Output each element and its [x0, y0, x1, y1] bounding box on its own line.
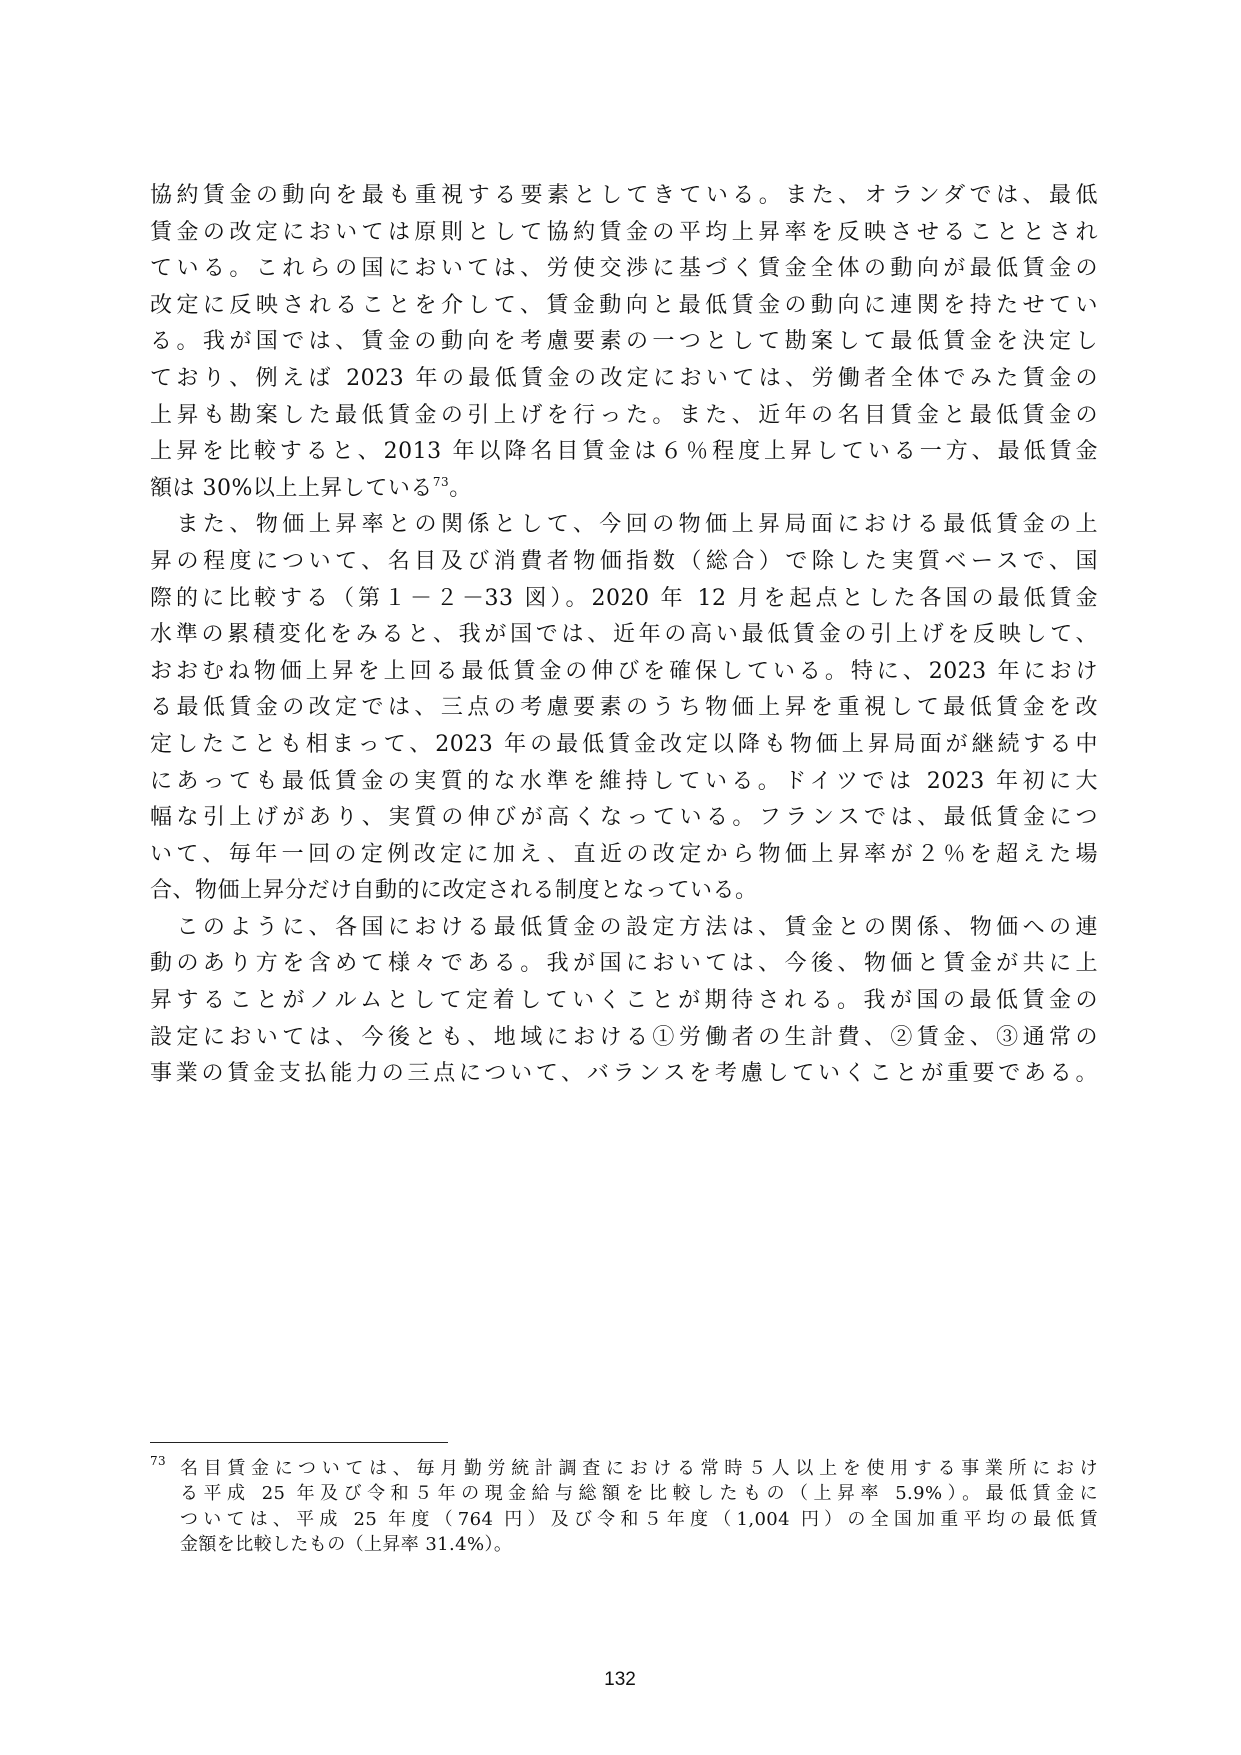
body-line: にあっても最低賃金の実質的な水準を維持している。ドイツでは 2023 年初に大: [150, 768, 1098, 794]
footnote-line-text: 名目賃金については、毎月勤労統計調査における常時５人以上を使用する事業所におけ: [180, 1458, 1098, 1479]
body-line: 合、物価上昇分だけ自動的に改定される制度となっている。: [150, 878, 758, 904]
page-number: 132: [604, 1669, 636, 1690]
body-line: ており、例えば 2023 年の最低賃金の改定においては、労働者全体でみた賃金の: [150, 365, 1098, 391]
body-line: 賃金の改定においては原則として協約賃金の平均上昇率を反映させることとされ: [150, 219, 1098, 245]
body-line: る最低賃金の改定では、三点の考慮要素のうち物価上昇を重視して最低賃金を改: [150, 695, 1098, 721]
footnote-line: [150, 1456, 1098, 1481]
footnote-line: 金額を比較したもの（上昇率 31.4%）。: [180, 1533, 513, 1555]
body-line: 動のあり方を含めて様々である。我が国においては、今後、物価と賃金が共に上: [150, 951, 1098, 977]
footnote-line: ついては、平成 25 年度（764 円）及び令和５年度（1,004 円）の全国加重平均の最低賃: [180, 1508, 1098, 1530]
body-line: 上昇も勘案した最低賃金の引上げを行った。また、近年の名目賃金と最低賃金の: [150, 402, 1098, 428]
body-line-end: 。: [449, 475, 472, 501]
body-line: 昇の程度について、名目及び消費者物価指数（総合）で除した実質ベースで、国: [150, 548, 1098, 574]
body-line: 水準の累積変化をみると、我が国では、近年の高い最低賃金の引上げを反映して、: [150, 622, 1098, 648]
footnote: [150, 1456, 1098, 1557]
footnote-divider: [150, 1442, 448, 1443]
body-line: 昇することがノルムとして定着していくことが期待される。我が国の最低賃金の: [150, 988, 1098, 1014]
body-line: 改定に反映されることを介して、賃金動向と最低賃金の動向に連関を持たせてい: [150, 292, 1098, 318]
footnote-reference[interactable]: 73: [432, 474, 450, 489]
body-line: このように、各国における最低賃金の設定方法は、賃金との関係、物価への連: [150, 914, 1098, 940]
body-line: 設定においては、今後とも、地域における①労働者の生計費、②賃金、③通常の: [150, 1024, 1098, 1050]
body-line: おおむね物価上昇を上回る最低賃金の伸びを確保している。特に、2023 年におけ: [150, 658, 1098, 684]
body-line: ている。これらの国においては、労使交渉に基づく賃金全体の動向が最低賃金の: [150, 256, 1098, 282]
body-line: 際的に比較する（第１－２－33 図）。2020 年 12 月を起点とした各国の最低賃金: [150, 585, 1098, 611]
footnote-line: る平成 25 年及び令和５年の現金給与総額を比較したもの（上昇率 5.9%）。最低賃金に: [180, 1483, 1098, 1505]
body-line-text: 額は 30%以上上昇している: [150, 475, 433, 501]
footnote-marker: 73: [150, 1456, 167, 1468]
body-line: る。我が国では、賃金の動向を考慮要素の一つとして勘案して最低賃金を決定し: [150, 329, 1098, 355]
body-line: 幅な引上げがあり、実質の伸びが高くなっている。フランスでは、最低賃金につ: [150, 805, 1098, 831]
body-line: 事業の賃金支払能力の三点について、バランスを考慮していくことが重要である。: [150, 1061, 1098, 1087]
body-line: [150, 471, 1098, 508]
body-line: また、物価上昇率との関係として、今回の物価上昇局面における最低賃金の上: [150, 512, 1098, 538]
body-line: 協約賃金の動向を最も重視する要素としてきている。また、オランダでは、最低: [150, 183, 1098, 208]
body-line: いて、毎年一回の定例改定に加え、直近の改定から物価上昇率が２％を超えた場: [150, 841, 1098, 867]
body-line: 定したことも相まって、2023 年の最低賃金改定以降も物価上昇局面が継続する中: [150, 731, 1098, 757]
body-line: 上昇を比較すると、2013 年以降名目賃金は６％程度上昇している一方、最低賃金: [150, 439, 1098, 465]
body-text: [150, 178, 1098, 1093]
